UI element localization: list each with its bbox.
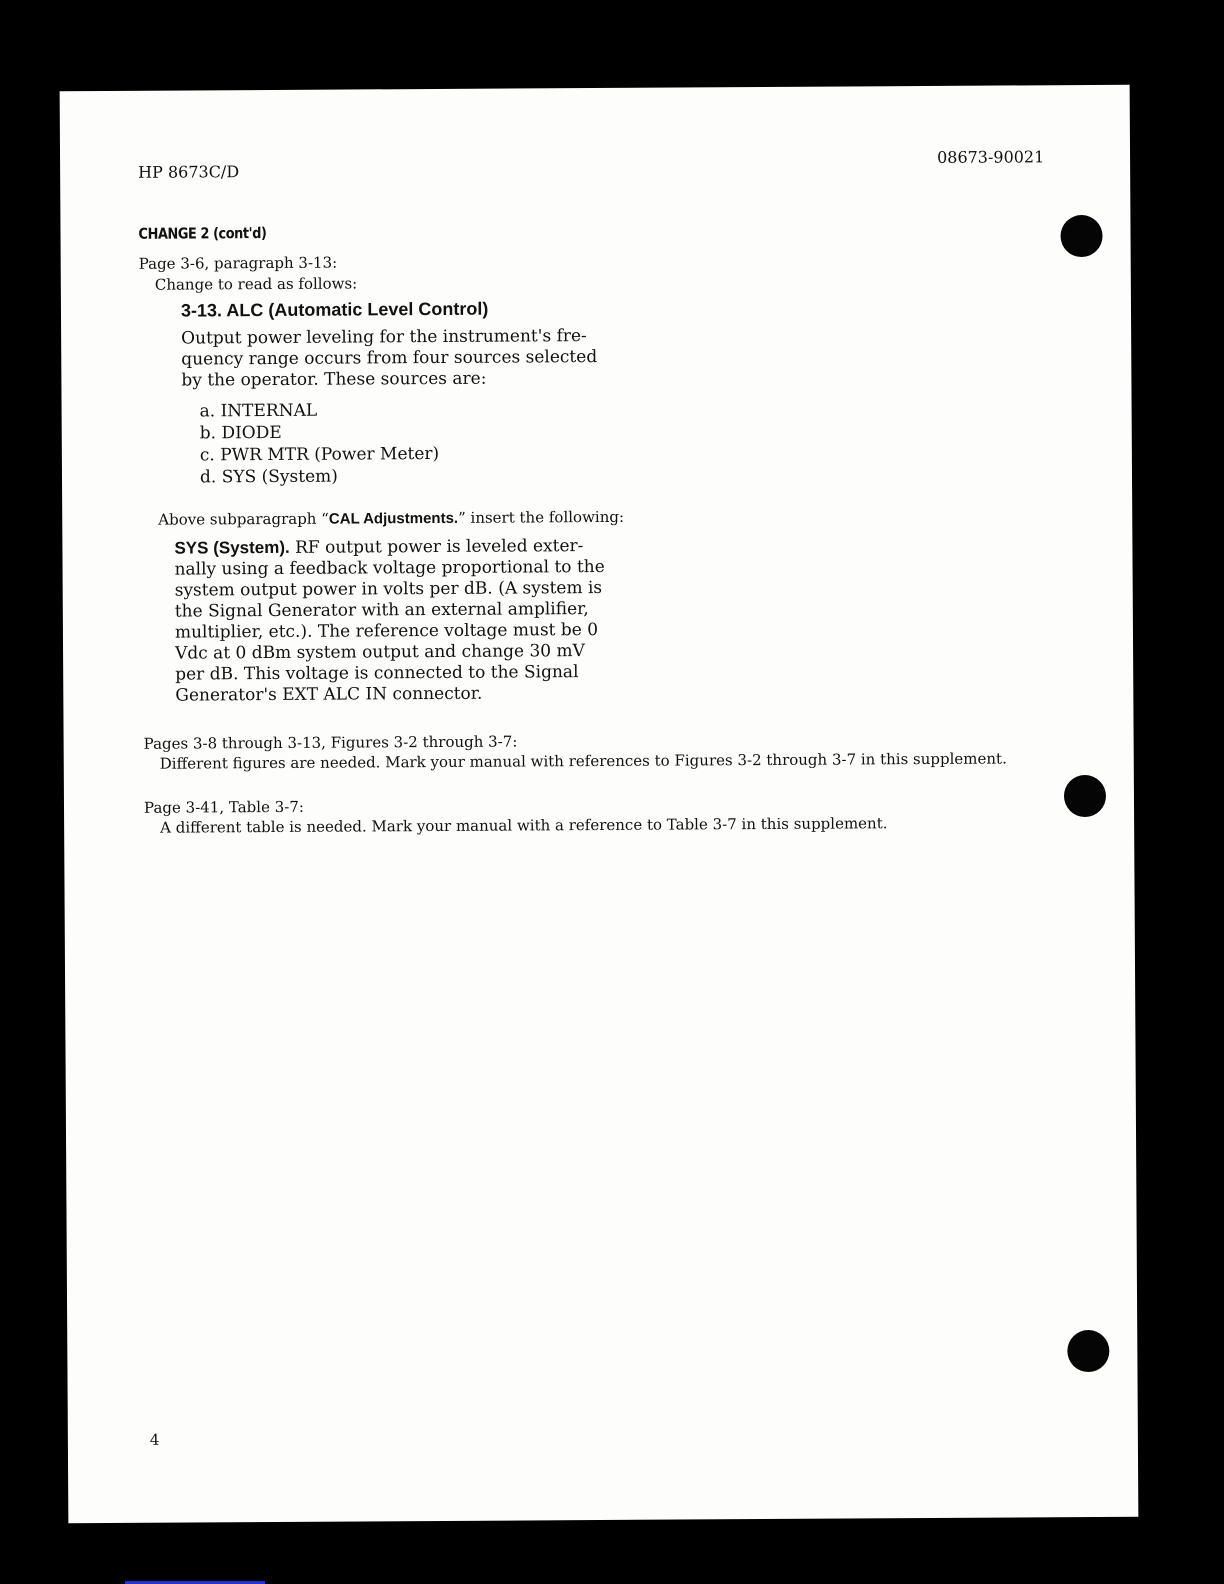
instruction-action: Different figures are needed. Mark your manual with references to Figures 3-2 through 3-7 in this supplement. xyxy=(159,749,1007,773)
sys-line: Generator's EXT ALC IN connector. xyxy=(175,683,483,706)
change-title: CHANGE 2 (cont'd) xyxy=(138,224,267,243)
sys-lead: SYS (System). xyxy=(174,537,290,558)
intro-line: by the operator. These sources are: xyxy=(181,368,487,391)
instruction-location: Page 3-6, paragraph 3-13: xyxy=(138,253,338,273)
list-item: b. DIODE xyxy=(199,422,282,444)
section-heading xyxy=(181,299,489,322)
sys-paragraph: SYS (System). RF output power is leveled exter- nally using a feedback voltage proportional to the system output power in volts per dB. (A system is the Signal Generator with an external amplifier, multiplier, etc.). The reference voltage must be 0 Vdc at 0 dBm system output and change 30 mV per dB. This voltage is connected to the Signal Generator's EXT ALC IN connector. xyxy=(174,536,605,706)
sys-line: the Signal Generator with an external amplifier, xyxy=(174,599,589,622)
model-header: HP 8673C/D xyxy=(138,162,240,182)
sys-line: Vdc at 0 dBm system output and change 30 mV xyxy=(175,641,585,664)
sys-line: multiplier, etc.). The reference voltage must be 0 xyxy=(174,620,599,643)
instruction-action: A different table is needed. Mark your manual with a reference to Table 3-7 in this supplement. xyxy=(160,814,888,837)
insert-note: Above subparagraph “CAL Adjustments.” insert the following: xyxy=(158,507,625,529)
instruction-action: Change to read as follows: xyxy=(154,274,358,294)
intro-line: quency range occurs from four sources selected xyxy=(181,347,598,370)
section-intro xyxy=(181,326,597,392)
page-number: 4 xyxy=(149,1430,160,1449)
sys-line: per dB. This voltage is connected to the Signal xyxy=(175,662,579,685)
source-list xyxy=(200,399,440,488)
sys-line: nally using a feedback voltage proportional to the xyxy=(174,556,605,580)
list-item: a. INTERNAL xyxy=(199,400,318,422)
punch-hole xyxy=(1060,215,1102,257)
instruction-location: Pages 3-8 through 3-13, Figures 3-2 through 3-7: xyxy=(143,732,518,753)
document-page xyxy=(60,85,1139,1524)
instruction-location: Page 3-41, Table 3-7: xyxy=(143,797,304,817)
list-item: c. PWR MTR (Power Meter) xyxy=(199,443,440,466)
intro-line: Output power leveling for the instrument's fre- xyxy=(181,326,587,349)
punch-hole xyxy=(1064,775,1106,817)
section-title: ALC (Automatic Level Control) xyxy=(226,298,489,321)
part-number: 08673-90021 xyxy=(936,147,1045,167)
list-item: d. SYS (System) xyxy=(199,466,338,488)
sys-line: system output power in volts per dB. (A system is xyxy=(174,577,603,601)
insert-note-bold: CAL Adjustments. xyxy=(328,509,459,528)
punch-hole xyxy=(1067,1330,1109,1372)
section-number: 3-13. xyxy=(180,300,223,321)
